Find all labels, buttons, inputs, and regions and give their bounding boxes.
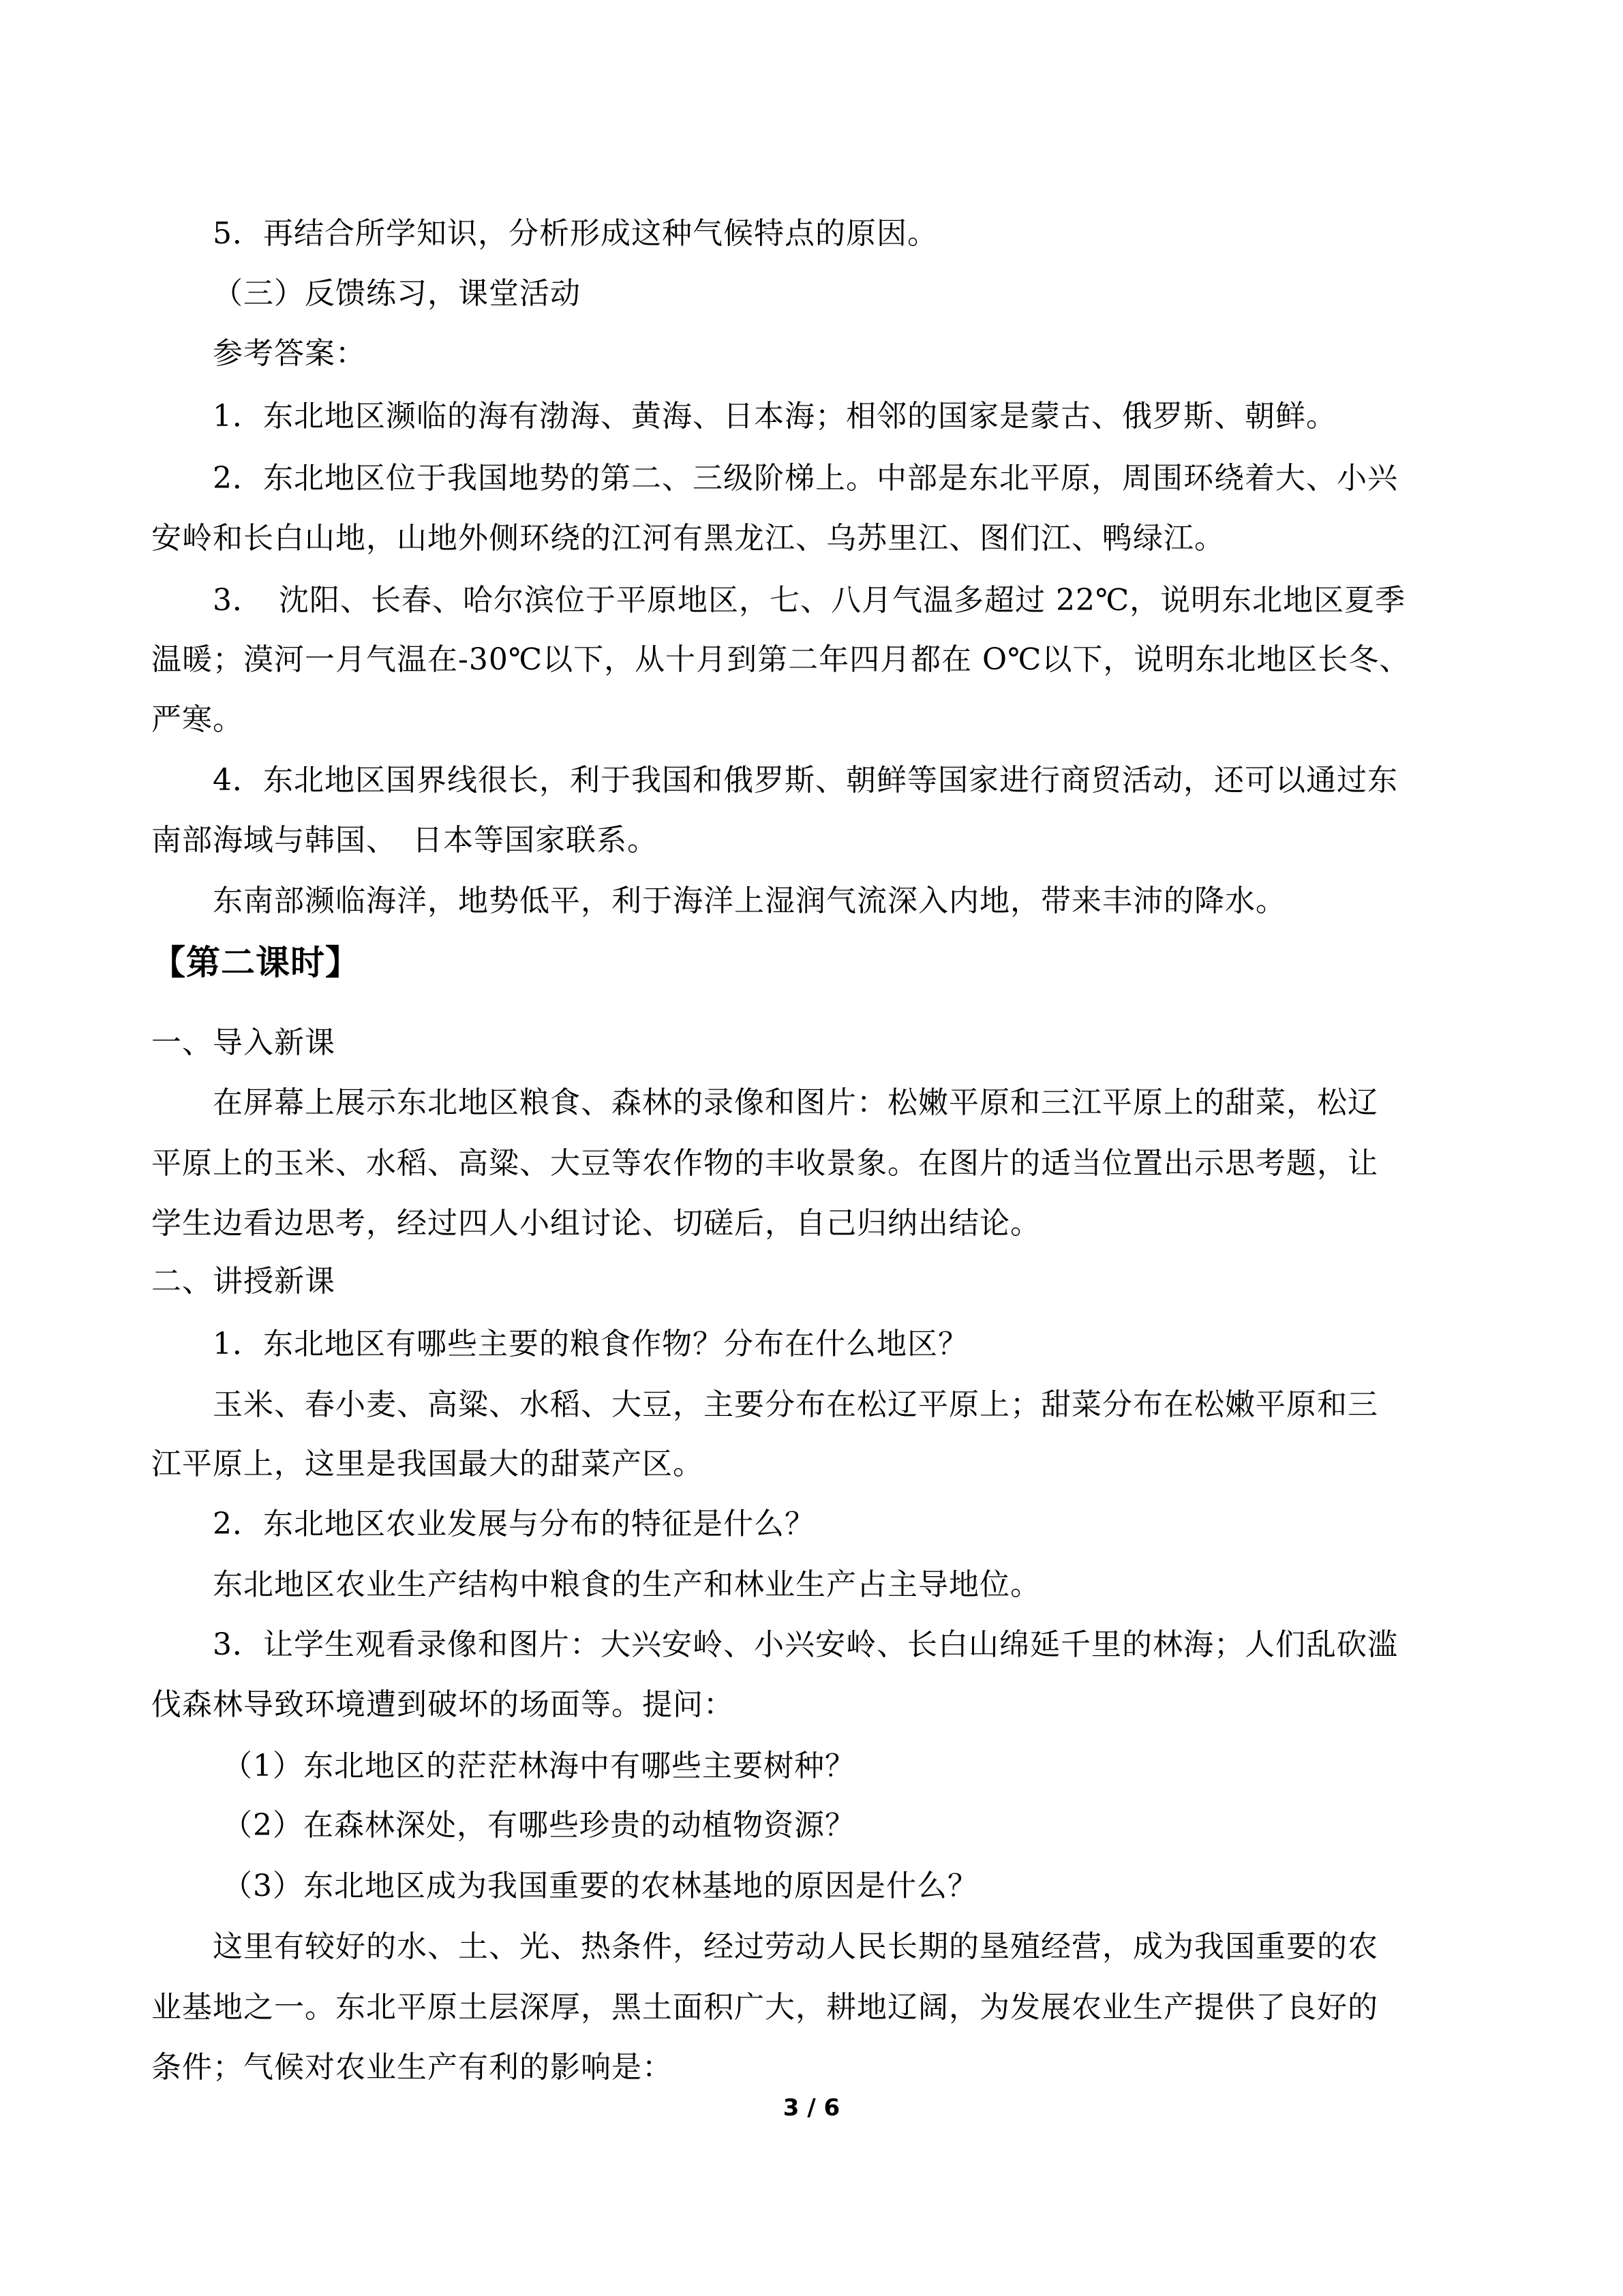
question-1: 1．东北地区有哪些主要的粮食作物？分布在什么地区？ <box>213 1327 969 1361</box>
paragraph-line: 这里有较好的水、土、光、热条件，经过劳动人民长期的垦殖经营，成为我国重要的农 <box>213 1929 1378 1964</box>
lesson-heading: 【第二课时】 <box>151 942 360 982</box>
sub-question-1: （1）东北地区的茫茫林海中有哪些主要树种？ <box>222 1749 855 1783</box>
section-subheading: （三）反馈练习，课堂活动 <box>213 276 581 311</box>
answer-1: 1．东北地区濒临的海有渤海、黄海、日本海；相邻的国家是蒙古、俄罗斯、朝鲜。 <box>213 399 1337 434</box>
answer-4-line-1: 4．东北地区国界线很长，利于我国和俄罗斯、朝鲜等国家进行商贸活动，还可以通过东 <box>213 763 1398 798</box>
paragraph-line: 参考答案： <box>213 336 366 371</box>
paragraph-line: 平原上的玉米、水稻、高粱、大豆等农作物的丰收景象。在图片的适当位置出示思考题，让 <box>151 1146 1378 1181</box>
question-2: 2．东北地区农业发展与分布的特征是什么？ <box>213 1507 815 1541</box>
paragraph-line: 学生边看边思考，经过四人小组讨论、切磋后，自己归纳出结论。 <box>151 1206 1041 1241</box>
question-3-line-2: 伐森林导致环境遭到破坏的场面等。提问： <box>151 1687 734 1722</box>
paragraph-line: 5．再结合所学知识，分析形成这种气候特点的原因。 <box>213 216 938 251</box>
answer-3-line-2: 温暖；漠河一月气温在-30℃以下，从十月到第二年四月都在 O℃以下，说明东北地区长冬、 <box>151 642 1410 677</box>
paragraph-line: 在屏幕上展示东北地区粮食、森林的录像和图片：松嫩平原和三江平原上的甜菜，松辽 <box>213 1085 1378 1120</box>
question-3-line-1: 3．让学生观看录像和图片：大兴安岭、小兴安岭、长白山绵延千里的林海；人们乱砍滥 <box>213 1627 1398 1662</box>
paragraph-line: 玉米、春小麦、高粱、水稻、大豆，主要分布在松辽平原上；甜菜分布在松嫩平原和三 <box>213 1387 1378 1422</box>
section-heading-intro: 一、导入新课 <box>151 1025 335 1060</box>
paragraph-line: 业基地之一。东北平原土层深厚，黑土面积广大，耕地辽阔，为发展农业生产提供了良好的 <box>151 1990 1378 2025</box>
section-heading-new-lesson: 二、讲授新课 <box>151 1264 335 1299</box>
answer-4-line-2: 南部海域与韩国、 日本等国家联系。 <box>151 823 658 858</box>
paragraph-line: 东南部濒临海洋，地势低平，利于海洋上湿润气流深入内地，带来丰沛的降水。 <box>213 883 1286 918</box>
answer-2-line-1: 2．东北地区位于我国地势的第二、三级阶梯上。中部是东北平原，周围环绕着大、小兴 <box>213 461 1398 496</box>
paragraph-line: 条件；气候对农业生产有利的影响是： <box>151 2050 673 2085</box>
answer-3-line-1: 3． 沈阳、长春、哈尔滨位于平原地区，七、八月气温多超过 22℃，说明东北地区夏季 <box>213 583 1406 618</box>
answer-2-line-2: 安岭和长白山地，山地外侧环绕的江河有黑龙江、乌苏里江、图们江、鸭绿江。 <box>151 521 1225 556</box>
paragraph-line: 江平原上，这里是我国最大的甜菜产区。 <box>151 1447 703 1481</box>
sub-question-2: （2）在森林深处，有哪些珍贵的动植物资源？ <box>222 1808 855 1843</box>
paragraph-line: 东北地区农业生产结构中粮食的生产和林业生产占主导地位。 <box>213 1567 1041 1602</box>
sub-question-3: （3）东北地区成为我国重要的农林基地的原因是什么？ <box>222 1869 978 1903</box>
answer-3-line-3: 严寒。 <box>151 702 243 737</box>
page-number: 3 / 6 <box>783 2094 840 2121</box>
